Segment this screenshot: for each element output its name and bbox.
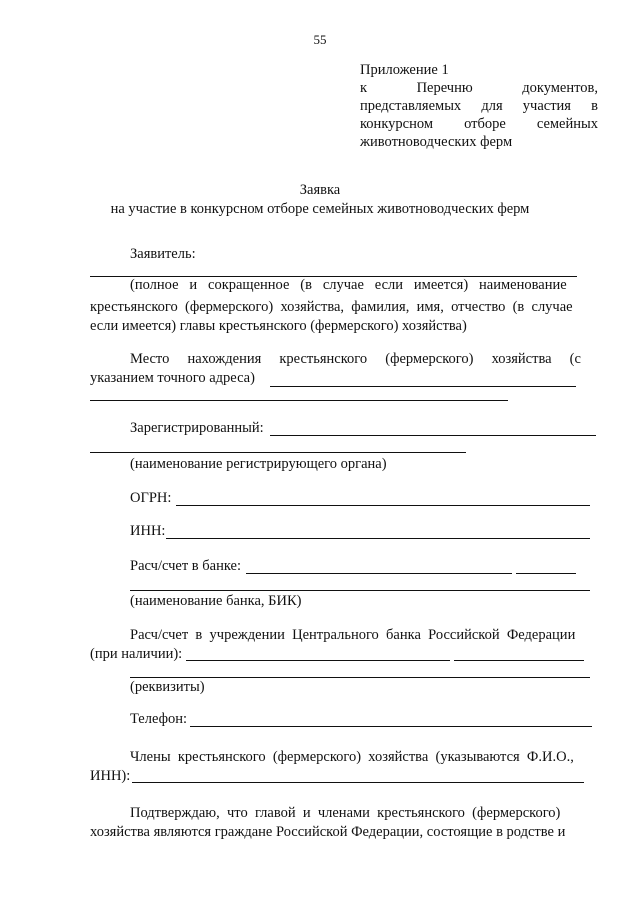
applicant-note bbox=[90, 277, 598, 294]
location-field-line-2[interactable] bbox=[90, 400, 508, 401]
cb-account-label: Расч/счет в учреждении Центрального банка Российской Федерации bbox=[130, 627, 576, 643]
appendix-word: участия bbox=[522, 98, 571, 114]
applicant-note-line: (полное и сокращенное (в случае если имеется) наименование bbox=[130, 277, 567, 293]
appendix-word: семейных bbox=[536, 116, 598, 132]
location-label: Место нахождения крестьянского (фермерского) хозяйства (с bbox=[130, 351, 581, 367]
registered-label: Зарегистрированный: bbox=[130, 420, 264, 436]
appendix-line-5: животноводческих ферм bbox=[360, 134, 513, 150]
cb-account-field-extra[interactable] bbox=[454, 660, 584, 661]
registered-field[interactable] bbox=[270, 435, 596, 436]
page-number: 55 bbox=[313, 32, 327, 47]
cb-details-field[interactable] bbox=[130, 677, 590, 678]
location-label-cont: указанием точного адреса) bbox=[90, 370, 255, 386]
appendix-word: Перечню bbox=[416, 80, 473, 96]
inn-label: ИНН: bbox=[130, 523, 166, 539]
cb-account-field[interactable] bbox=[186, 660, 450, 661]
bank-account-label: Расч/счет в банке: bbox=[130, 558, 241, 574]
cb-account-label-cont: (при наличии): bbox=[90, 646, 183, 662]
members-label-cont: ИНН): bbox=[90, 768, 131, 784]
inn-field[interactable] bbox=[166, 538, 590, 539]
appendix-word: в bbox=[591, 98, 598, 114]
document-subtitle: на участие в конкурсном отборе семейных животноводческих ферм bbox=[110, 201, 530, 217]
bank-name-field[interactable] bbox=[130, 590, 590, 591]
registered-note: (наименование регистрирующего органа) bbox=[130, 456, 387, 472]
appendix-line-4 bbox=[360, 116, 598, 133]
appendix-line-3 bbox=[360, 98, 598, 115]
applicant-note-line: если имеется) главы крестьянского (фермерского) хозяйства) bbox=[90, 318, 467, 334]
bank-account-field[interactable] bbox=[246, 573, 512, 574]
appendix-word: для bbox=[481, 98, 503, 114]
members-field[interactable] bbox=[132, 782, 584, 783]
confirm-text-line: хозяйства являются граждане Российской Федерации, состоящие в родстве и bbox=[90, 824, 566, 840]
ogrn-field[interactable] bbox=[176, 505, 590, 506]
applicant-label: Заявитель: bbox=[130, 246, 196, 262]
members-label: Члены крестьянского (фермерского) хозяйства (указываются Ф.И.О., bbox=[130, 749, 574, 765]
confirm-text-line: Подтверждаю, что главой и членами крестьянского (фермерского) bbox=[130, 805, 561, 821]
bank-account-field-extra[interactable] bbox=[516, 573, 576, 574]
ogrn-label: ОГРН: bbox=[130, 490, 172, 506]
appendix-line-2 bbox=[360, 80, 598, 97]
document-title: Заявка bbox=[299, 182, 341, 198]
registered-field-line-2[interactable] bbox=[90, 452, 466, 453]
appendix-title: Приложение 1 bbox=[360, 62, 449, 78]
phone-field[interactable] bbox=[190, 726, 592, 727]
phone-label: Телефон: bbox=[130, 711, 188, 727]
cb-note: (реквизиты) bbox=[130, 679, 205, 695]
location-field[interactable] bbox=[270, 386, 576, 387]
applicant-note-line: крестьянского (фермерского) хозяйства, фамилия, имя, отчество (в случае bbox=[90, 299, 573, 315]
appendix-word: отборе bbox=[464, 116, 506, 132]
appendix-word: конкурсном bbox=[360, 116, 434, 132]
appendix-word: представляемых bbox=[360, 98, 462, 114]
appendix-word: к bbox=[360, 80, 368, 96]
appendix-word: документов, bbox=[522, 80, 598, 96]
bank-note: (наименование банка, БИК) bbox=[130, 593, 302, 609]
